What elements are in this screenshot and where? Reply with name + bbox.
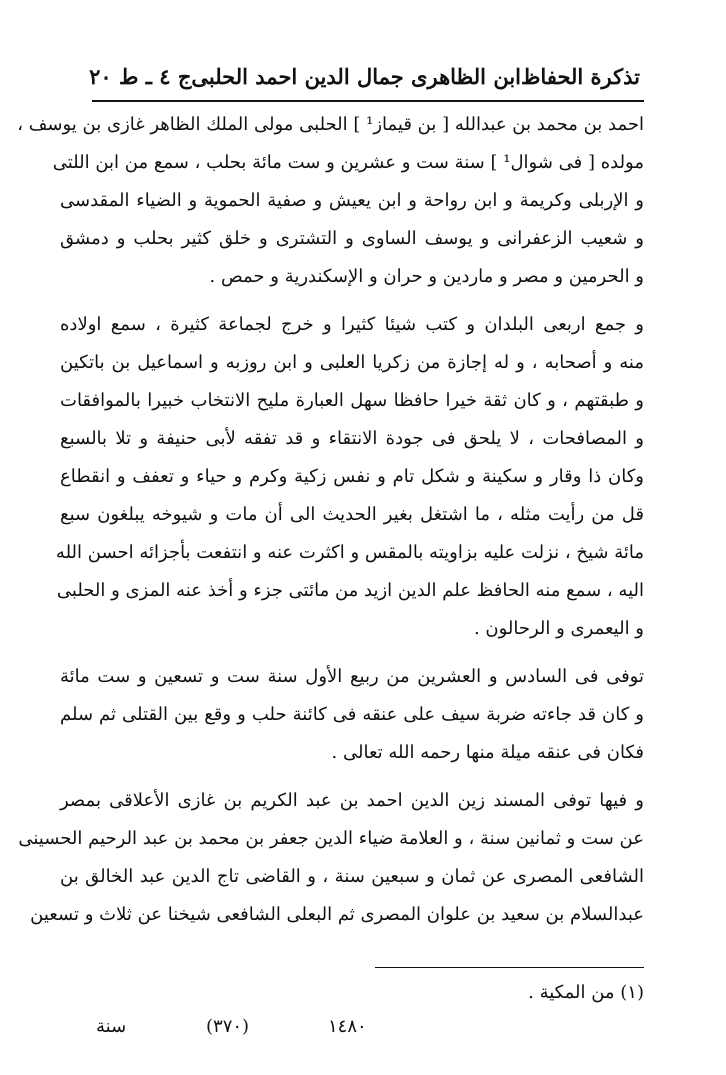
page-number: (٣٧٠): [206, 1016, 250, 1037]
text-line: قل من رأيت مثله ، ما اشتغل بغير الحديث الى أن مات و شيوخه يبلغون سبع: [60, 504, 644, 525]
text-line: و جمع اربعى البلدان و كتب شيئا كثيرا و خرج لجماعة كثيرة ، سمع اولاده: [60, 314, 644, 335]
header-rule: [92, 100, 644, 102]
text-line: الشافعى المصرى عن ثمان و سبعين سنة ، و القاضى تاج الدين عبد الخالق بن: [60, 866, 644, 887]
footnote-rule: [375, 967, 644, 968]
paragraph-gap: [60, 296, 644, 306]
paragraph: [18, 782, 644, 934]
text-line: فكان فى عنقه ميلة منها رحمه الله تعالى .: [331, 742, 644, 763]
text-line: اليه ، سمع منه الحافظ علم الدين ازيد من مائتى جزء و أخذ عنه المزى و الحلبى: [56, 580, 644, 601]
text-line: عن ست و ثمانين سنة ، و العلامة ضياء الدين جعفر بن محمد بن عبد الرحيم الحسينى: [18, 828, 644, 849]
page-footer: [96, 1010, 640, 1044]
text-line: و كان قد جاءته ضربة سيف على عنقه فى كائنة حلب و وقع بين القتلى ثم سلم: [60, 704, 644, 725]
paragraph-gap: [60, 648, 644, 658]
text-line: و المصافحات ، لا يلحق فى جودة الانتقاء و قد تفقه لأبى حنيفة و تلا بالسبع: [60, 428, 644, 449]
text-line: و اليعمرى و الرحالون .: [473, 618, 644, 639]
text-line: و شعيب الزعفرانى و يوسف الساوى و التشترى و خلق كثير بحلب و دمشق: [60, 228, 644, 249]
footnote: (١) من المكية .: [528, 982, 644, 1003]
text-line: منه و أصحابه ، و له إجازة من زكريا العلبى و ابن روزبه و اسماعيل بن باتكين: [60, 352, 644, 373]
text-line: عبدالسلام بن سعيد بن علوان المصرى ثم البعلى الشافعى شيخنا عن ثلاث و تسعين: [30, 904, 644, 925]
paragraph: [55, 306, 644, 648]
running-header: [89, 56, 640, 96]
serial-number: ١٤٨٠: [328, 1016, 367, 1037]
book-title: تذكرة الحفاظ: [521, 63, 640, 89]
paragraph: [60, 658, 644, 772]
main-text: [17, 106, 644, 934]
text-line: مولده [ فى شوال¹ ] سنة ست و عشرين و ست مائة بحلب ، سمع من ابن اللتى: [52, 152, 644, 173]
volume-reference: ج ٤ ـ ط ٢٠: [89, 63, 192, 89]
paragraph: [17, 106, 644, 296]
author-name: ابن الظاهرى جمال الدين احمد الحلبى: [191, 63, 521, 89]
text-line: و فيها توفى المسند زين الدين احمد بن عبد الكريم بن غازى الأعلاقى بمصر: [60, 790, 644, 811]
paragraph-gap: [60, 772, 644, 782]
text-line: و الإربلى وكريمة و ابن رواحة و ابن يعيش و صفية الحموية و الضياء المقدسى: [60, 190, 644, 211]
text-line: و الحرمين و مصر و ماردين و حران و الإسكندرية و حمص .: [209, 266, 644, 287]
text-line: و طبقتهم ، و كان ثقة خيرا حافظا سهل العبارة مليح الانتخاب خبيرا بالموافقات: [60, 390, 644, 411]
text-line: احمد بن محمد بن عبدالله [ بن قيماز¹ ] الحلبى مولى الملك الظاهر غازى بن يوسف ،: [17, 114, 644, 135]
text-line: مائة شيخ ، نزلت عليه بزاويته بالمقس و اكثرت عنه و انتفعت بأجزائه احسن الله: [55, 542, 644, 563]
catchword: سنة: [96, 1016, 127, 1037]
text-line: وكان ذا وقار و سكينة و شكل تام و نفس زكية وكرم و حياء و تعفف و انقطاع: [60, 466, 644, 487]
text-line: توفى فى السادس و العشرين من ربيع الأول سنة ست و تسعين و ست مائة: [60, 666, 644, 687]
